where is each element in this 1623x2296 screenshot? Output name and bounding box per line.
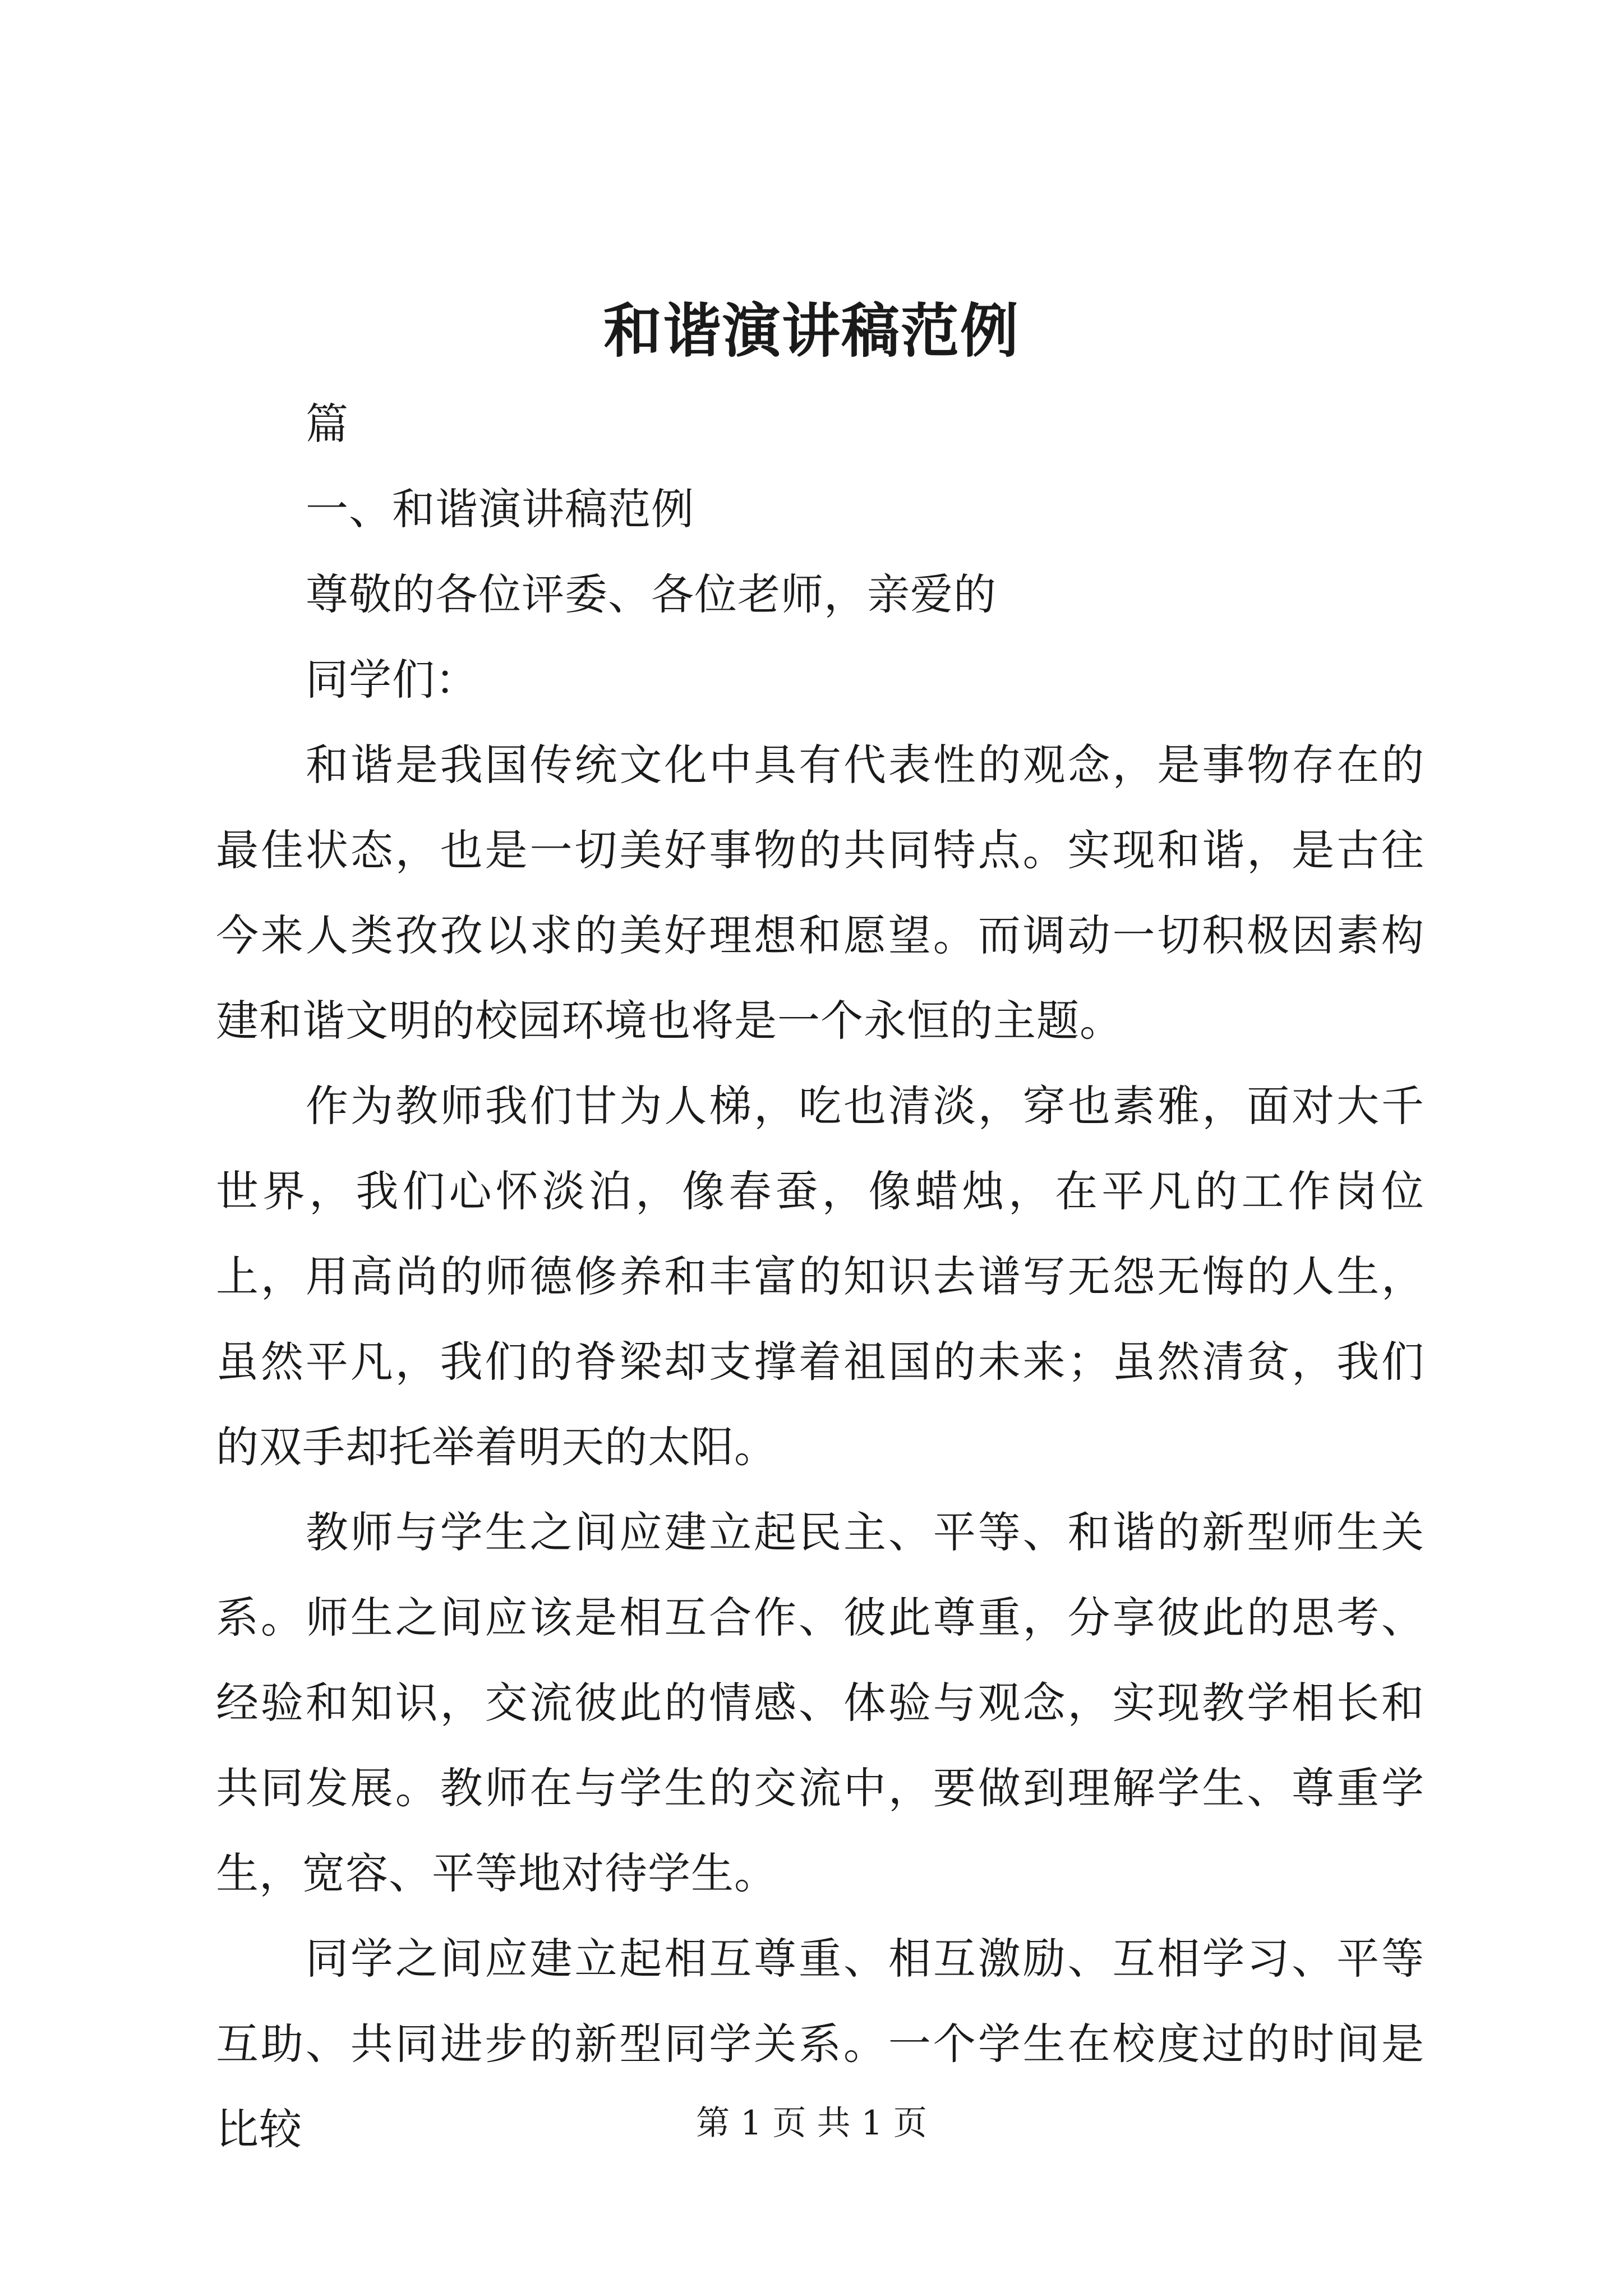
paragraph-body-1: 和谐是我国传统文化中具有代表性的观念，是事物存在的最佳状态，也是一切美好事物的共同特点。实现和谐，是古往今来人类孜孜以求的美好理想和愿望。而调动一切积极因素构建和谐文明的校园环境也将是一个永恒的主题。: [216, 740, 1424, 1046]
paragraph-salutation-end: 同学们：: [306, 655, 478, 705]
document-body: [216, 381, 1424, 2172]
paragraph-body-2: 作为教师我们甘为人梯，吃也清淡，穿也素雅，面对大千世界，我们心怀淡泊，像春蚕，像蜡烛，在平凡的工作岗位上，用高尚的师德修养和丰富的知识去谱写无怨无悔的人生，虽然平凡，我们的脊梁却支撑着祖国的未来；虽然清贫，我们的双手却托举着明天的太阳。: [216, 1081, 1424, 1472]
paragraph-section-label: 篇: [306, 399, 349, 449]
page-footer: 第 1 页 共 1 页: [696, 2104, 927, 2143]
paragraph-heading: 一、和谐演讲稿范例: [306, 484, 694, 534]
document-title: 和谐演讲稿范例: [603, 296, 1020, 365]
paragraph-body-3: 教师与学生之间应建立起民主、平等、和谐的新型师生关系。师生之间应该是相互合作、彼此尊重，分享彼此的思考、经验和知识，交流彼此的情感、体验与观念，实现教学相长和共同发展。教师在与学生的交流中，要做到理解学生、尊重学生，宽容、平等地对待学生。: [216, 1507, 1424, 1898]
paragraph-body-4: 同学之间应建立起相互尊重、相互激励、互相学习、平等互助、共同进步的新型同学关系。一个学生在校度过的时间是比较: [216, 1934, 1424, 2154]
paragraph-salutation: 尊敬的各位评委、各位老师，亲爱的: [306, 569, 997, 619]
